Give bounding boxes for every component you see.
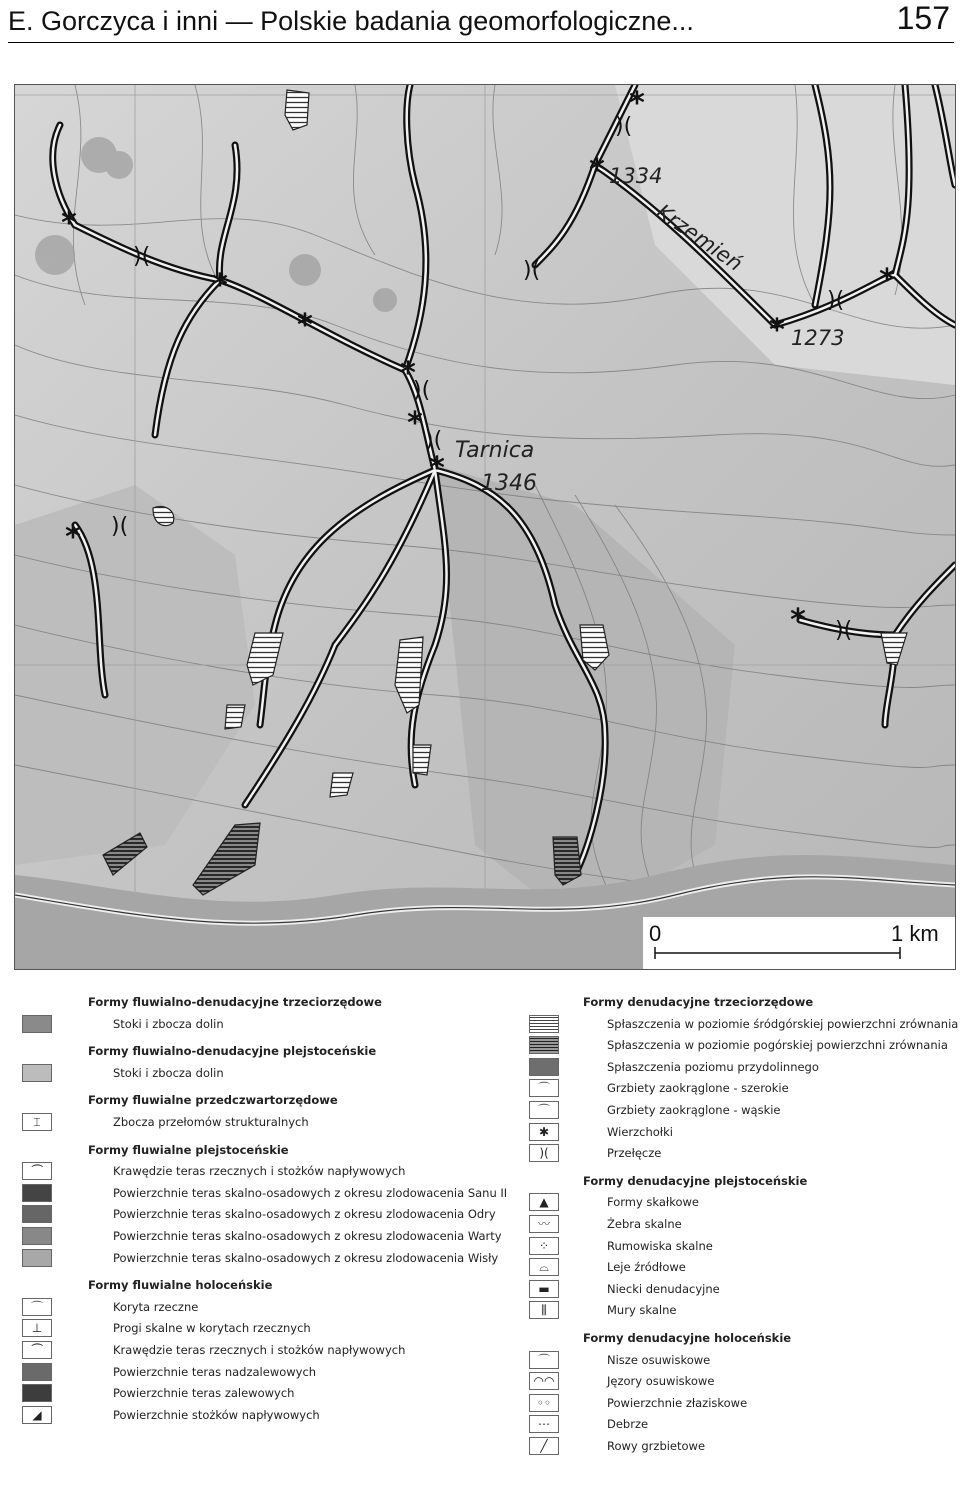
page-header (8, 0, 954, 44)
legend-swatch-summit (529, 1123, 559, 1141)
wall-icon: ⫼ (541, 1303, 547, 1318)
legend-item-label: Grzbiety zaokrąglone - wąskie (607, 1103, 781, 1117)
legend-group-heading: Formy fluwialne przedczwartorzędowe (88, 1093, 338, 1108)
summit-icon: * (407, 406, 423, 441)
basin-icon: ▬ (538, 1281, 550, 1296)
summit-icon: * (629, 86, 645, 121)
legend-item-label: Krawędzie teras rzecznych i stożków napływowych (113, 1164, 406, 1179)
pass-icon: )( (425, 428, 443, 453)
pass-icon: )( (827, 288, 845, 313)
peak-elevation-label: 1273 (791, 326, 845, 350)
legend-item-label: Powierzchnie złaziskowe (607, 1395, 748, 1410)
legend-swatch-dark-gray-fill (22, 1015, 52, 1033)
pass-icon: )( (523, 258, 541, 283)
ridge-wide-icon: ⌒ (537, 1081, 550, 1096)
legend-swatch-channel (22, 1298, 52, 1316)
page-number: 157 (896, 0, 950, 36)
legend-group-heading: Formy fluwialne plejstoceńskie (88, 1142, 289, 1157)
legend-swatch-tongue (529, 1372, 559, 1390)
summit-icon: * (879, 263, 895, 298)
legend-swatch-fill-4 (22, 1249, 52, 1267)
legend-swatch-fill-1 (22, 1184, 52, 1202)
pass-icon: )( (133, 244, 151, 269)
legend-swatch-gray-fill (529, 1058, 559, 1076)
legend-swatch-hatch-white (529, 1015, 559, 1033)
legend-item-label: Żebra skalne (607, 1217, 682, 1231)
summit-icon: * (769, 313, 785, 348)
channel-icon: ⌒ (30, 1299, 43, 1314)
legend-item-label: Grzbiety zaokrąglone - szerokie (607, 1081, 789, 1096)
legend-item-label: Powierzchnie teras skalno-osadowych z okresu zlodowacenia Odry (113, 1207, 496, 1222)
legend-swatch-rock-step (22, 1319, 52, 1337)
legend-swatch-niche (529, 1351, 559, 1369)
legend-swatch-gorge-symbol (22, 1113, 52, 1131)
legend-swatch-terrace-edge (22, 1341, 52, 1359)
legend-item-label: Powierzchnie teras zalewowych (113, 1386, 295, 1401)
legend-swatch-hatch-gray (529, 1036, 559, 1054)
legend-item-label: Koryta rzeczne (113, 1299, 199, 1314)
summit-icon: * (65, 520, 81, 555)
legend-item-label: Zbocza przełomów strukturalnych (113, 1115, 309, 1129)
spring-icon: ⌓ (539, 1260, 549, 1275)
summit-icon: * (61, 206, 77, 241)
summit-icon: * (429, 451, 445, 486)
peak-elevation-label: 1334 (609, 164, 663, 188)
ridge-narrow-icon: ⌒ (537, 1103, 550, 1117)
map-canvas (15, 85, 955, 969)
legend-group-heading: Formy denudacyjne holoceńskie (583, 1331, 792, 1345)
summit-icon: * (790, 603, 806, 638)
creep-icon: ◦◦ (536, 1395, 552, 1410)
legend-item-label: Spłaszczenia w poziomie śródgórskiej powierzchni zrównania (607, 1016, 959, 1031)
legend-item-label: Formy skałkowe (607, 1195, 699, 1210)
legend-item-label: Rowy grzbietowe (607, 1439, 706, 1453)
legend-item-label: Krawędzie teras rzecznych i stożków napływowych (113, 1343, 406, 1357)
legend-item-label: Stoki i zbocza dolin (113, 1016, 224, 1031)
legend-swatch-fill-2 (22, 1205, 52, 1223)
legend-item-label: Debrze (607, 1417, 649, 1432)
tor-icon: ▲ (539, 1195, 549, 1210)
header-rule (8, 42, 954, 43)
legend-group-heading: Formy denudacyjne trzeciorzędowe (583, 995, 814, 1009)
legend-item-label: Powierzchnie stożków napływowych (113, 1407, 320, 1422)
legend-swatch-basin (529, 1280, 559, 1298)
legend-swatch-trench (529, 1437, 559, 1455)
summit-icon: * (589, 153, 605, 188)
legend-swatch-tor (529, 1193, 559, 1211)
fan-icon: ◢ (32, 1407, 42, 1422)
pass-icon: )( (615, 114, 633, 139)
pass-icon: )( (413, 378, 431, 403)
legend-swatch-spring (529, 1258, 559, 1276)
ridge-name-label: Krzemień (652, 199, 747, 276)
summit-icon: * (297, 308, 313, 343)
peak-elevation-label: 1346 (481, 471, 537, 496)
scale-end-label: 1 km (891, 921, 939, 946)
legend-swatch-fan (22, 1406, 52, 1424)
trench-icon: ╱ (540, 1439, 548, 1453)
valley-flattening (553, 837, 581, 885)
geomorphological-map (14, 84, 956, 970)
summit-icon: * (212, 268, 228, 303)
legend-swatch-wall (529, 1301, 559, 1319)
legend-item-label: Mury skalne (607, 1303, 677, 1318)
peak-name-label: Tarnica (455, 438, 535, 463)
legend-swatch-creep (529, 1394, 559, 1412)
running-title: E. Gorczyca i inni — Polskie badania geomorfologiczne... (8, 6, 694, 36)
legend-swatch-ridge-narrow (529, 1101, 559, 1119)
pass-icon: )( (111, 514, 129, 539)
legend-group-heading: Formy denudacyjne plejstoceńskie (583, 1173, 808, 1188)
legend-swatch-terrace-edge (22, 1162, 52, 1180)
legend-item-label: Progi skalne w korytach rzecznych (113, 1321, 311, 1336)
legend-item-label: Spłaszczenia w poziomie pogórskiej powierzchni zrównania (607, 1038, 948, 1053)
legend-swatch-rubble (529, 1237, 559, 1255)
legend-item-label: Stoki i zbocza dolin (113, 1065, 224, 1080)
debris-icon: ⋯ (538, 1417, 550, 1432)
terrace-edge-icon: ⏜ (31, 1343, 43, 1357)
rib-icon: 〰 (537, 1217, 550, 1231)
legend-item-label: Powierzchnie teras nadzalewowych (113, 1364, 317, 1379)
niche-icon: ⌒ (537, 1352, 550, 1367)
legend-swatch-fill-5 (22, 1363, 52, 1381)
legend-swatch-rib (529, 1215, 559, 1233)
legend-item-label: Powierzchnie teras skalno-osadowych z okresu zlodowacenia Sanu II (113, 1185, 508, 1200)
legend-item-label: Przełęcze (607, 1146, 662, 1161)
map-legend (0, 985, 960, 1505)
pass-icon: )( (539, 1146, 549, 1161)
legend-item-label: Niecki denudacyjne (607, 1281, 720, 1296)
legend-item-label: Jęzory osuwiskowe (607, 1374, 715, 1389)
legend-group-heading: Formy fluwialne holoceńskie (88, 1278, 273, 1293)
legend-item-label: Nisze osuwiskowe (607, 1352, 711, 1367)
scale-bar (643, 917, 955, 969)
pass-icon: )( (835, 618, 853, 643)
tongue-icon: ◠◠ (533, 1374, 555, 1389)
legend-item-label: Wierzchołki (607, 1124, 673, 1139)
legend-swatch-fill-6 (22, 1384, 52, 1402)
summit-icon: ✱ (538, 1124, 550, 1139)
gorge-symbol-icon: ⌶ (33, 1115, 41, 1129)
terrace-edge-icon: ⏜ (31, 1164, 43, 1179)
rock-step-icon: ⊥ (31, 1321, 43, 1336)
legend-group-heading: Formy fluwialno-denudacyjne plejstoceńskie (88, 1044, 377, 1059)
legend-swatch-fill-3 (22, 1227, 52, 1245)
rubble-icon: ⁘ (538, 1238, 550, 1253)
scale-start-label: 0 (649, 921, 662, 946)
legend-swatch-ridge-wide (529, 1079, 559, 1097)
legend-swatch-debris (529, 1415, 559, 1433)
legend-item-label: Powierzchnie teras skalno-osadowych z okresu zlodowacenia Warty (113, 1229, 502, 1243)
legend-group-heading: Formy fluwialno-denudacyjne trzeciorzędowe (88, 995, 382, 1009)
summit-icon: * (400, 356, 416, 391)
legend-swatch-light-gray-fill (22, 1064, 52, 1082)
legend-item-label: Powierzchnie teras skalno-osadowych z okresu zlodowacenia Wisły (113, 1250, 499, 1265)
legend-item-label: Leje źródłowe (607, 1260, 686, 1275)
legend-item-label: Spłaszczenia poziomu przydolinnego (607, 1059, 819, 1074)
legend-swatch-pass (529, 1144, 559, 1162)
legend-item-label: Rumowiska skalne (607, 1238, 713, 1253)
